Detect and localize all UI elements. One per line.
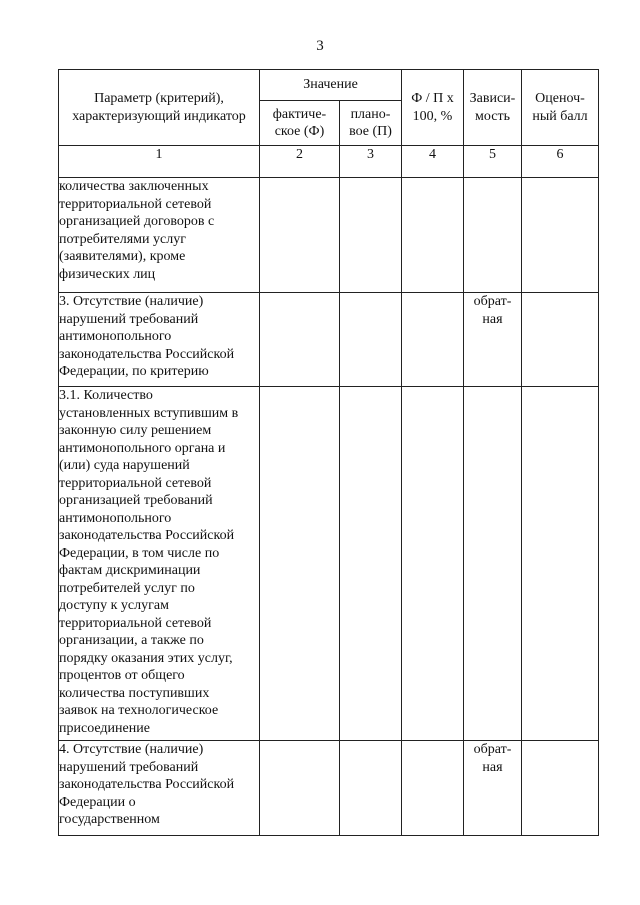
dependency-cell [464,387,522,741]
column-number: 1 [59,146,260,178]
actual-cell [260,293,340,387]
dependency-cell: обрат- ная [464,741,522,836]
parameter-cell: 3.1. Количество установленных вступившим в законную силу решением антимонопольного органа и (или) суда нарушений территориальной сетевой организацией требований антимонопольного законодательства Российской Федерации, в том числе по фактам дискриминации потребителей услуг по доступу к услугам территориальной сетевой организации, а также по порядку оказания этих услуг, процентов от общего количества поступивших заявок на технологическое присоединение [59,387,260,741]
score-cell [522,741,599,836]
table-row [59,387,599,741]
parameter-cell: 4. Отсутствие (наличие) нарушений требований законодательства Российской Федерации о государственном [59,741,260,836]
header-value-group: Значение [260,70,402,101]
table-row [59,741,599,836]
column-number: 4 [402,146,464,178]
column-number-row [59,146,599,178]
page-number: 3 [316,38,324,54]
ratio-cell [402,178,464,293]
ratio-cell [402,293,464,387]
planned-cell [340,741,402,836]
ratio-cell [402,387,464,741]
indicators-table [58,69,599,836]
parameter-cell: 3. Отсутствие (наличие) нарушений требований антимонопольного законодательства Российской Федерации, по критерию [59,293,260,387]
header-score: Оценоч- ный балл [522,70,599,146]
column-number: 6 [522,146,599,178]
score-cell [522,178,599,293]
header-dependency: Зависи- мость [464,70,522,146]
ratio-cell [402,741,464,836]
column-number: 5 [464,146,522,178]
actual-cell [260,387,340,741]
planned-cell [340,178,402,293]
score-cell [522,387,599,741]
column-number: 3 [340,146,402,178]
dependency-cell [464,178,522,293]
actual-cell [260,741,340,836]
header-actual: фактиче- ское (Ф) [260,101,340,146]
header-parameter: Параметр (критерий), характеризующий индикатор [59,70,260,146]
column-number: 2 [260,146,340,178]
header-planned: плано- вое (П) [340,101,402,146]
parameter-cell: количества заключенных территориальной сетевой организацией договоров с потребителями услуг (заявителями), кроме физических лиц [59,178,260,293]
header-ratio: Ф / П х 100, % [402,70,464,146]
table-row [59,178,599,293]
dependency-cell: обрат- ная [464,293,522,387]
table-row [59,293,599,387]
planned-cell [340,387,402,741]
actual-cell [260,178,340,293]
score-cell [522,293,599,387]
planned-cell [340,293,402,387]
